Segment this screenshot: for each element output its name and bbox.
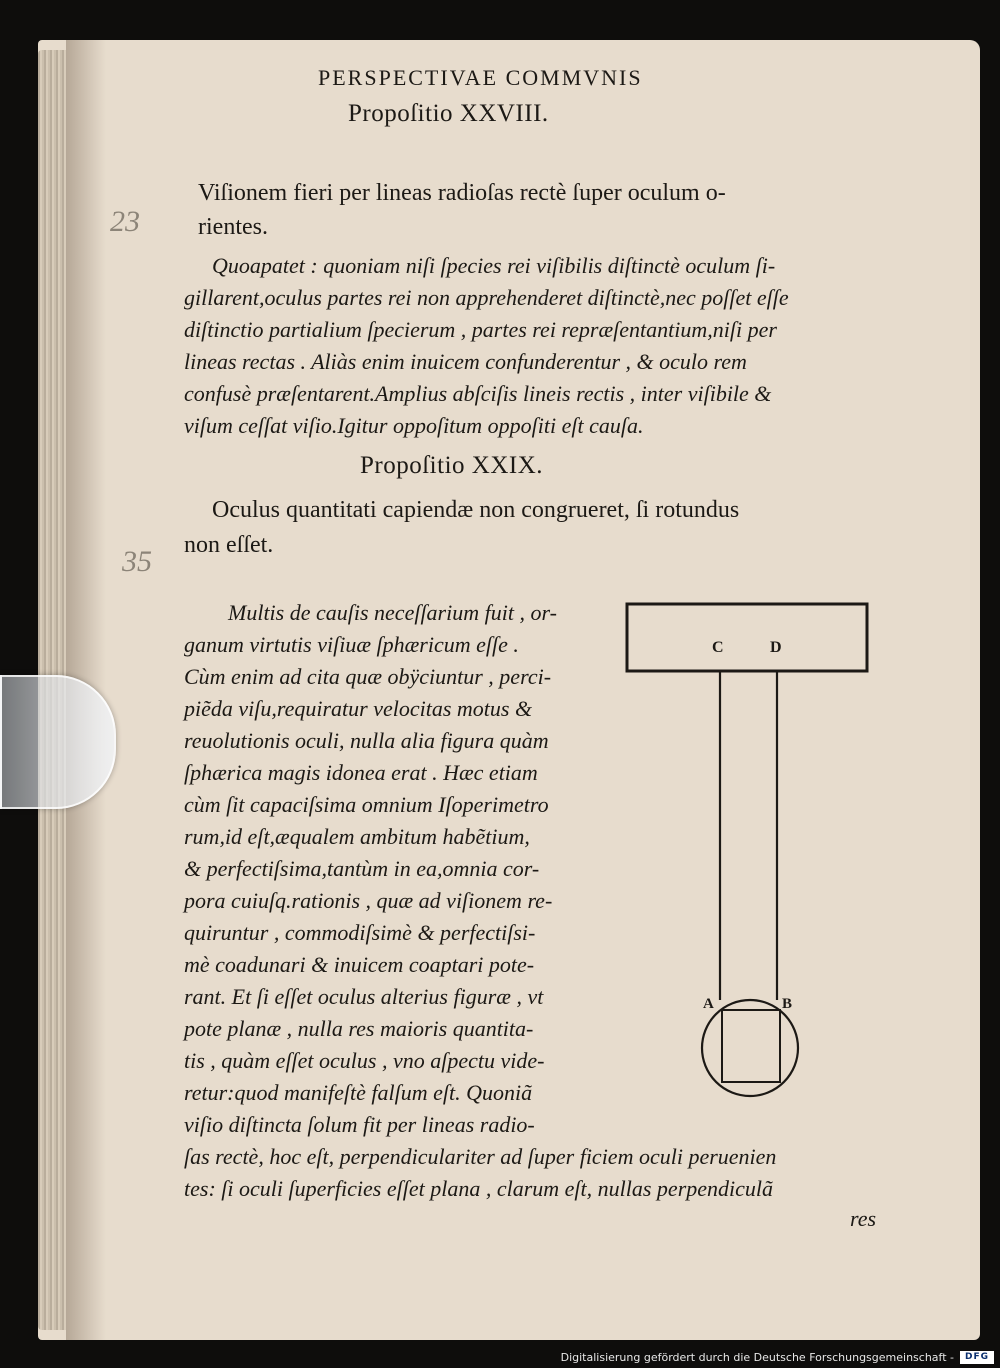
proposition-28-statement-line: Viſionem fieri per lineas radioſas rectè ſuper oculum o-	[198, 180, 726, 206]
proposition-28-body-line: confusè præſentarent.Amplius abſciſis lineis rectis , inter viſibile &	[184, 381, 772, 406]
proposition-29-body-line: pora cuiuſq.rationis , quæ ad viſionem re-	[184, 888, 553, 913]
proposition-29-body-line: Multis de cauſis neceſſarium fuit , or-	[228, 600, 557, 625]
proposition-29-statement-line: non eſſet.	[184, 532, 274, 558]
proposition-29-body-line: tis , quàm eſſet oculus , vno aſpectu vide-	[184, 1048, 545, 1073]
eye-inner-square	[722, 1010, 780, 1082]
margin-note-23: 23	[110, 205, 140, 238]
visible-object-rect	[627, 604, 867, 671]
proposition-29-body-line: reuolutionis oculi, nulla alia figura quàm	[184, 728, 549, 753]
proposition-29-body-line: pote planæ , nulla res maioris quantita-	[184, 1016, 534, 1041]
footer-text: Digitalisierung gefördert durch die Deutsche Forschungsgemeinschaft -	[560, 1351, 954, 1364]
proposition-28-body-line: lineas rectas . Aliàs enim inuicem confunderentur , & oculo rem	[184, 349, 747, 374]
proposition-29-statement-line: Oculus quantitati capiendæ non congrueret, ſi rotundus	[212, 497, 740, 523]
label-d: D	[770, 639, 782, 656]
proposition-29-title: Propoſitio XXIX.	[360, 452, 543, 479]
proposition-28-body-line: viſum ceſſat viſio.Igitur oppoſitum oppoſiti eſt cauſa.	[184, 413, 644, 438]
proposition-28-title: Propoſitio XXVIII.	[348, 100, 549, 127]
proposition-29-body-line: quiruntur , commodiſsimè & perfectiſsi-	[184, 920, 536, 945]
proposition-29-body-line: rum,id eſt,æqualem ambitum habẽtium,	[184, 824, 530, 849]
label-b: B	[782, 996, 793, 1012]
proposition-29-body-line: ganum virtutis viſiuæ ſphæricum eſſe .	[184, 632, 519, 657]
proposition-29-full-line: tes: ſi oculi ſuperficies eſſet plana , clarum eſt, nullas perpendiculã	[184, 1176, 774, 1201]
label-a: A	[703, 996, 714, 1012]
proposition-28-body-line: diſtinctio partialium ſpecierum , partes rei repræſentantium,niſi per	[184, 317, 777, 342]
proposition-29-body-line: retur:quod manifeſtè falſum eſt. Quoniã	[184, 1080, 533, 1105]
proposition-29-full-line: ſas rectè, hoc eſt, perpendiculariter ad ſuper ficiem oculi peruenien	[184, 1144, 777, 1169]
proposition-29-body-line: viſio diſtincta ſolum fit per lineas radio-	[184, 1112, 535, 1137]
margin-note-35: 35	[122, 545, 152, 578]
proposition-28-body-line: Quoapatet : quoniam niſi ſpecies rei viſibilis diſtinctè oculum ſi-	[212, 253, 776, 278]
proposition-29-body-line: mè coadunari & inuicem coaptari pote-	[184, 952, 535, 977]
proposition-28-statement-line: rientes.	[198, 214, 268, 240]
proposition-29-body-line: rant. Et ſi eſſet oculus alterius figuræ , vt	[184, 984, 544, 1009]
page-clip	[0, 675, 116, 809]
label-c: C	[712, 639, 724, 656]
footer-bar	[0, 1346, 1000, 1368]
dfg-logo	[960, 1351, 994, 1364]
proposition-29-body-line: & perfectiſsima,tantùm in ea,omnia cor-	[184, 856, 540, 881]
proposition-28-body-line: gillarent,oculus partes rei non apprehenderet diſtinctè,nec poſſet eſſe	[184, 285, 789, 310]
proposition-29-body-line: Cùm enim ad cita quæ obÿciuntur , perci-	[184, 664, 552, 689]
running-head: PERSPECTIVAE COMMVNIS	[318, 65, 643, 90]
proposition-29-body-line: piẽda viſu,requiratur velocitas motus &	[184, 696, 533, 721]
catchword: res	[850, 1206, 877, 1231]
proposition-29-body-line: ſphærica magis idonea erat . Hæc etiam	[184, 760, 538, 785]
proposition-29-body-line: cùm ſit capaciſsima omnium Iſoperimetro	[184, 792, 549, 817]
dfg-logo-text: DFG	[964, 1352, 989, 1362]
